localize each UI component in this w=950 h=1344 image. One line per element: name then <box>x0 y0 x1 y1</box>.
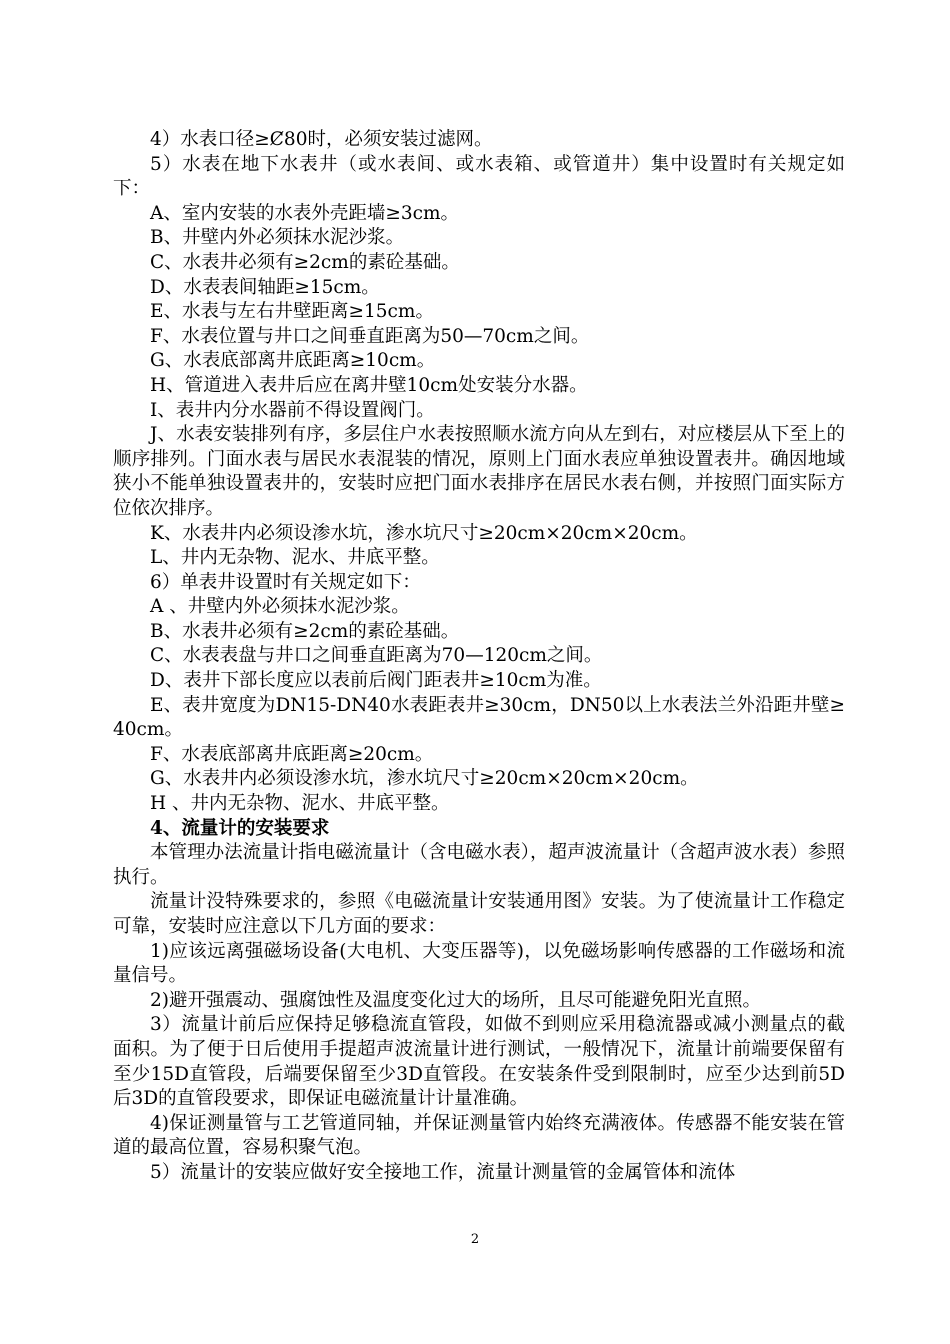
paragraph-flowmeter-scope: 本管理办法流量计指电磁流量计（含电磁水表），超声波流量计（含超声波水表）参照执行。 <box>113 842 845 888</box>
paragraph-single-item-h: H 、井内无杂物、泥水、井底平整。 <box>150 793 450 815</box>
paragraph-item-i: I、表井内分水器前不得设置阀门。 <box>150 399 435 421</box>
document-body <box>113 128 845 1186</box>
paragraph-item-h: H、管道进入表井后应在离井壁10cm处安装分水器。 <box>150 374 588 396</box>
paragraph-single-item-c: C、水表表盘与井口之间垂直距离为70—120cm之间。 <box>150 645 603 667</box>
paragraph-centralized-rules: 5）水表在地下水表井（或水表间、或水表箱、或管道井）集中设置时有关规定如下： <box>113 153 845 200</box>
paragraph-item-f: F、水表位置与井口之间垂直距离为50—70cm之间。 <box>150 325 590 347</box>
paragraph-meter-filter: 4）水表口径≥Ȼ80时，必须安装过滤网。 <box>150 129 493 150</box>
paragraph-single-item-b: B、水表井必须有≥2cm的素砼基础。 <box>150 620 460 642</box>
paragraph-single-item-f: F、水表底部离井底距离≥20cm。 <box>150 743 434 765</box>
paragraph-item-g: G、水表底部离井底距离≥10cm。 <box>150 350 436 372</box>
paragraph-item-k: K、水表井内必须设渗水坑，渗水坑尺寸≥20cm×20cm×20cm。 <box>150 522 698 544</box>
paragraph-item-e: E、水表与左右井壁距离≥15cm。 <box>150 301 434 323</box>
paragraph-item-b: B、井壁内外必须抹水泥沙浆。 <box>150 227 405 249</box>
page-number: 2 <box>470 1232 480 1247</box>
paragraph-flowmeter-req-1: 1)应该远离强磁场设备(大电机、大变压器等)，以免磁场影响传感器的工作磁场和流量信号。 <box>113 940 845 987</box>
section-heading-flowmeter: 4、流量计的安装要求 <box>150 817 330 839</box>
paragraph-flowmeter-reference: 流量计没特殊要求的，参照《电磁流量计安装通用图》安装。为了使流量计工作稳定可靠，安装时应注意以下几方面的要求： <box>113 891 845 937</box>
paragraph-single-item-g: G、水表井内必须设渗水坑，渗水坑尺寸≥20cm×20cm×20cm。 <box>150 768 699 790</box>
paragraph-item-d: D、水表表间轴距≥15cm。 <box>150 276 380 298</box>
paragraph-item-c: C、水表井必须有≥2cm的素砼基础。 <box>150 251 460 273</box>
paragraph-item-a: A、室内安装的水表外壳距墙≥3cm。 <box>150 202 460 224</box>
paragraph-single-item-a: A 、井壁内外必须抹水泥沙浆。 <box>150 596 410 618</box>
paragraph-flowmeter-req-5: 5）流量计的安装应做好安全接地工作，流量计测量管的金属管体和流体 <box>150 1161 736 1183</box>
paragraph-item-j: J、水表安装排列有序，多层住户水表按照顺水流方向从左到右，对应楼层从下至上的顺序排列。门面水表与居民水表混装的情况，原则上门面水表应单独设置表井。确因地域狭小不能单独设置表井的，安装时应把门面水表排序在居民水表右侧，并按照门面实际方位依次排序。 <box>113 424 845 519</box>
paragraph-flowmeter-req-4: 4)保证测量管与工艺管道同轴，并保证测量管内始终充满液体。传感器不能安装在管道的最高位置，容易积聚气泡。 <box>113 1112 845 1159</box>
paragraph-flowmeter-req-3: 3）流量计前后应保持足够稳流直管段，如做不到则应采用稳流器或减小测量点的截面积。为了便于日后使用手提超声波流量计进行测试，一般情况下，流量计前端要保留有至少15D直管段，后端要保留至少3D直管段。在安装条件受到限制时，应至少达到前5D后3D的直管段要求，即保证电磁流量计计量准确。 <box>113 1014 845 1110</box>
paragraph-single-item-d: D、表井下部长度应以表前后阀门距表井≥10cm为准。 <box>150 670 602 692</box>
paragraph-flowmeter-req-2: 2)避开强震动、强腐蚀性及温度变化过大的场所，且尽可能避免阳光直照。 <box>150 989 761 1011</box>
paragraph-item-l: L、井内无杂物、泥水、井底平整。 <box>150 547 440 569</box>
paragraph-single-item-e: E、表井宽度为DN15-DN40水表距表井≥30cm，DN50以上水表法兰外沿距井壁≥40cm。 <box>113 694 845 741</box>
paragraph-single-well-rules: 6）单表井设置时有关规定如下： <box>150 571 421 593</box>
